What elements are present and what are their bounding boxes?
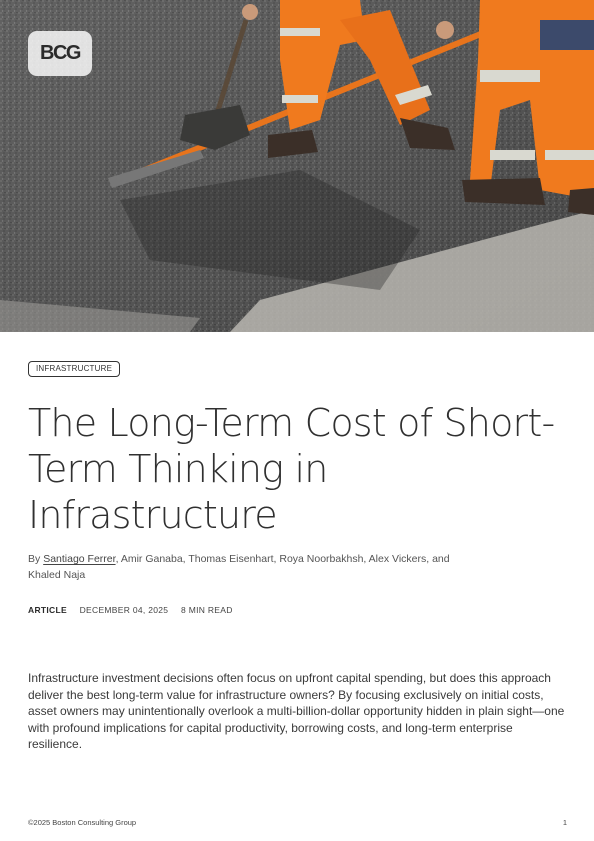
bcg-logo [28, 31, 92, 76]
copyright: ©2025 Boston Consulting Group [28, 818, 137, 827]
byline-prefix: By [28, 553, 41, 565]
article-summary: Infrastructure investment decisions often focus on upfront capital spending, but does this approach deliver the best long-term value for infrastructure owners? By focusing exclusively on initial costs, asset owners may unintentionally overlook a multi-billion-dollar opportunity hidden in plain sight—one with profound implications for capital productivity, borrowing costs, and long-term enterprise resilience. [28, 671, 565, 751]
byline [28, 551, 468, 583]
other-authors: , Amir Ganaba, Thomas Eisenhart, Roya Noorbakhsh, Alex Vickers, and Khaled Naja [28, 553, 450, 581]
publish-date: DECEMBER 04, 2025 [79, 605, 169, 615]
logo-text: BCG [40, 42, 80, 64]
topic-tag[interactable]: INFRASTRUCTURE [28, 361, 120, 377]
article-meta [28, 605, 243, 615]
lead-author-link[interactable]: Santiago Ferrer [43, 553, 116, 565]
page-number: 1 [562, 818, 567, 827]
content-type: ARTICLE [28, 605, 67, 615]
hero-image [0, 0, 594, 332]
read-time: 8 MIN READ [181, 605, 233, 615]
article-title: The Long-Term Cost of Short-Term Thinking in Infrastructure [28, 401, 555, 537]
